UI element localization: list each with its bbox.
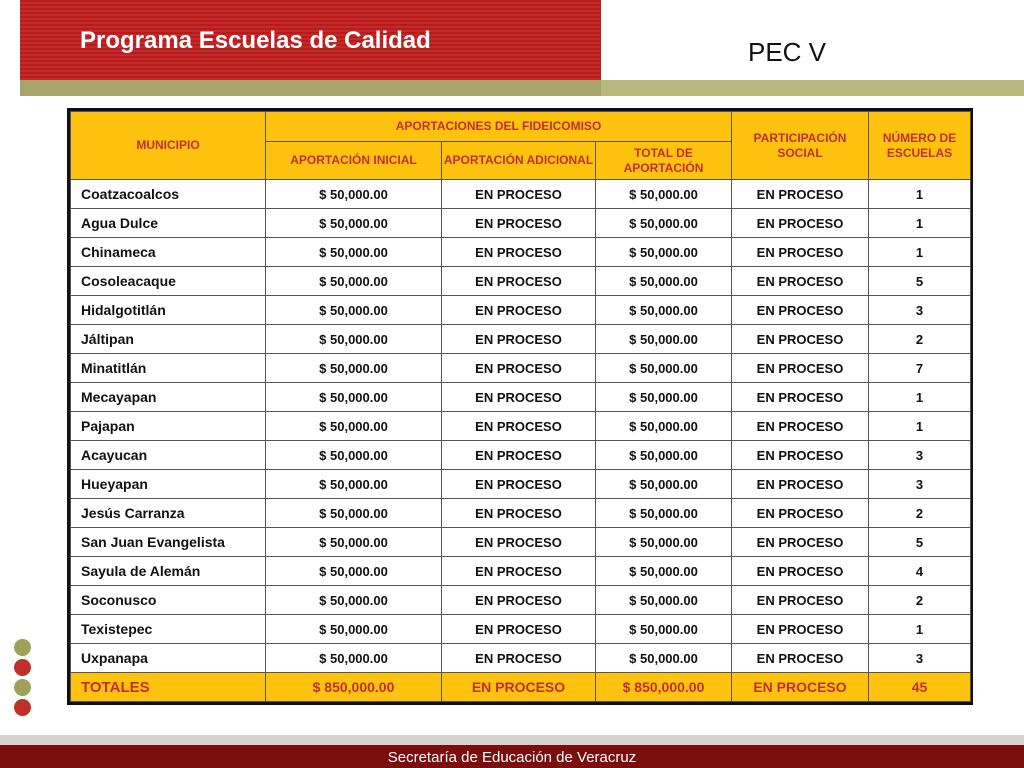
totals-label: TOTALES <box>71 673 266 702</box>
cell-numero-escuelas: 1 <box>869 209 971 238</box>
cell-municipio: Mecayapan <box>71 383 266 412</box>
cell-aportacion-adicional: EN PROCESO <box>442 238 596 267</box>
totals-aportacion-inicial: $ 850,000.00 <box>266 673 442 702</box>
table-row <box>71 644 971 673</box>
cell-municipio: Sayula de Alemán <box>71 557 266 586</box>
cell-aportacion-inicial: $ 50,000.00 <box>266 325 442 354</box>
cell-numero-escuelas: 1 <box>869 412 971 441</box>
cell-municipio: Cosoleacaque <box>71 267 266 296</box>
header-numero-escuelas: NÚMERO DE ESCUELAS <box>869 112 971 180</box>
cell-municipio: Chinameca <box>71 238 266 267</box>
page-title: Programa Escuelas de Calidad <box>80 27 431 54</box>
footer-gray-stripe <box>0 735 1024 745</box>
footer-text: Secretaría de Educación de Veracruz <box>387 749 637 766</box>
cell-participacion-social: EN PROCESO <box>732 209 869 238</box>
cell-municipio: Uxpanapa <box>71 644 266 673</box>
banner-olive-stripe <box>20 80 601 96</box>
cell-total-aportacion: $ 50,000.00 <box>596 441 732 470</box>
cell-municipio: Hidalgotitlán <box>71 296 266 325</box>
cell-aportacion-inicial: $ 50,000.00 <box>266 412 442 441</box>
cell-participacion-social: EN PROCESO <box>732 296 869 325</box>
cell-participacion-social: EN PROCESO <box>732 499 869 528</box>
cell-aportacion-adicional: EN PROCESO <box>442 441 596 470</box>
cell-aportacion-inicial: $ 50,000.00 <box>266 238 442 267</box>
decorative-dot-olive <box>14 679 31 696</box>
table-row <box>71 383 971 412</box>
cell-total-aportacion: $ 50,000.00 <box>596 586 732 615</box>
contributions-table <box>67 108 973 705</box>
cell-total-aportacion: $ 50,000.00 <box>596 499 732 528</box>
cell-municipio: Texistepec <box>71 615 266 644</box>
cell-municipio: San Juan Evangelista <box>71 528 266 557</box>
cell-aportacion-inicial: $ 50,000.00 <box>266 470 442 499</box>
header-total-aportacion: TOTAL DE APORTACIÓN <box>596 142 732 180</box>
cell-aportacion-adicional: EN PROCESO <box>442 325 596 354</box>
cell-numero-escuelas: 1 <box>869 238 971 267</box>
cell-aportacion-inicial: $ 50,000.00 <box>266 615 442 644</box>
cell-participacion-social: EN PROCESO <box>732 354 869 383</box>
cell-aportacion-adicional: EN PROCESO <box>442 267 596 296</box>
cell-total-aportacion: $ 50,000.00 <box>596 557 732 586</box>
table-row <box>71 499 971 528</box>
table-row <box>71 615 971 644</box>
header-aportacion-inicial: APORTACIÓN INICIAL <box>266 142 442 180</box>
cell-numero-escuelas: 1 <box>869 180 971 209</box>
page-subtitle: PEC V <box>748 37 827 67</box>
cell-total-aportacion: $ 50,000.00 <box>596 267 732 296</box>
cell-aportacion-adicional: EN PROCESO <box>442 615 596 644</box>
cell-aportacion-inicial: $ 50,000.00 <box>266 383 442 412</box>
cell-aportacion-adicional: EN PROCESO <box>442 383 596 412</box>
cell-aportacion-inicial: $ 50,000.00 <box>266 209 442 238</box>
cell-participacion-social: EN PROCESO <box>732 615 869 644</box>
cell-numero-escuelas: 3 <box>869 296 971 325</box>
cell-numero-escuelas: 3 <box>869 441 971 470</box>
table-row <box>71 180 971 209</box>
table-row <box>71 441 971 470</box>
totals-aportacion-adicional: EN PROCESO <box>442 673 596 702</box>
cell-total-aportacion: $ 50,000.00 <box>596 470 732 499</box>
cell-participacion-social: EN PROCESO <box>732 586 869 615</box>
cell-municipio: Soconusco <box>71 586 266 615</box>
cell-participacion-social: EN PROCESO <box>732 528 869 557</box>
cell-municipio: Pajapan <box>71 412 266 441</box>
cell-total-aportacion: $ 50,000.00 <box>596 238 732 267</box>
header-olive-stripe <box>601 80 1024 96</box>
table-row <box>71 325 971 354</box>
table-row <box>71 209 971 238</box>
totals-numero-escuelas: 45 <box>869 673 971 702</box>
cell-numero-escuelas: 3 <box>869 470 971 499</box>
cell-numero-escuelas: 3 <box>869 644 971 673</box>
cell-aportacion-adicional: EN PROCESO <box>442 528 596 557</box>
cell-aportacion-adicional: EN PROCESO <box>442 296 596 325</box>
cell-aportacion-adicional: EN PROCESO <box>442 412 596 441</box>
cell-participacion-social: EN PROCESO <box>732 238 869 267</box>
table-row <box>71 586 971 615</box>
cell-aportacion-adicional: EN PROCESO <box>442 557 596 586</box>
cell-total-aportacion: $ 50,000.00 <box>596 412 732 441</box>
header-municipio: MUNICIPIO <box>71 112 266 180</box>
table-row <box>71 238 971 267</box>
decorative-dot-red <box>14 699 31 716</box>
cell-participacion-social: EN PROCESO <box>732 267 869 296</box>
table-row <box>71 354 971 383</box>
cell-participacion-social: EN PROCESO <box>732 470 869 499</box>
header-fideicomiso: APORTACIONES DEL FIDEICOMISO <box>266 112 732 142</box>
cell-total-aportacion: $ 50,000.00 <box>596 615 732 644</box>
cell-participacion-social: EN PROCESO <box>732 383 869 412</box>
cell-aportacion-inicial: $ 50,000.00 <box>266 354 442 383</box>
cell-aportacion-adicional: EN PROCESO <box>442 470 596 499</box>
cell-aportacion-inicial: $ 50,000.00 <box>266 267 442 296</box>
cell-municipio: Acayucan <box>71 441 266 470</box>
cell-numero-escuelas: 2 <box>869 499 971 528</box>
cell-municipio: Coatzacoalcos <box>71 180 266 209</box>
cell-aportacion-inicial: $ 50,000.00 <box>266 499 442 528</box>
cell-numero-escuelas: 5 <box>869 267 971 296</box>
cell-total-aportacion: $ 50,000.00 <box>596 528 732 557</box>
cell-aportacion-adicional: EN PROCESO <box>442 209 596 238</box>
cell-total-aportacion: $ 50,000.00 <box>596 644 732 673</box>
cell-numero-escuelas: 2 <box>869 325 971 354</box>
cell-aportacion-inicial: $ 50,000.00 <box>266 528 442 557</box>
cell-numero-escuelas: 7 <box>869 354 971 383</box>
cell-aportacion-inicial: $ 50,000.00 <box>266 296 442 325</box>
cell-total-aportacion: $ 50,000.00 <box>596 209 732 238</box>
cell-aportacion-adicional: EN PROCESO <box>442 180 596 209</box>
cell-municipio: Hueyapan <box>71 470 266 499</box>
cell-municipio: Jesús Carranza <box>71 499 266 528</box>
cell-numero-escuelas: 1 <box>869 383 971 412</box>
cell-aportacion-adicional: EN PROCESO <box>442 499 596 528</box>
cell-numero-escuelas: 5 <box>869 528 971 557</box>
cell-aportacion-adicional: EN PROCESO <box>442 586 596 615</box>
cell-numero-escuelas: 4 <box>869 557 971 586</box>
cell-aportacion-inicial: $ 50,000.00 <box>266 586 442 615</box>
cell-total-aportacion: $ 50,000.00 <box>596 383 732 412</box>
cell-total-aportacion: $ 50,000.00 <box>596 296 732 325</box>
cell-aportacion-inicial: $ 50,000.00 <box>266 180 442 209</box>
cell-numero-escuelas: 2 <box>869 586 971 615</box>
cell-total-aportacion: $ 50,000.00 <box>596 354 732 383</box>
table-row <box>71 267 971 296</box>
header-participacion-social: PARTICIPACIÓN SOCIAL <box>732 112 869 180</box>
decorative-dot-olive <box>14 639 31 656</box>
cell-municipio: Jáltipan <box>71 325 266 354</box>
table-row <box>71 412 971 441</box>
cell-aportacion-inicial: $ 50,000.00 <box>266 644 442 673</box>
cell-participacion-social: EN PROCESO <box>732 412 869 441</box>
cell-participacion-social: EN PROCESO <box>732 180 869 209</box>
totals-total-aportacion: $ 850,000.00 <box>596 673 732 702</box>
cell-aportacion-inicial: $ 50,000.00 <box>266 441 442 470</box>
table-row <box>71 557 971 586</box>
cell-aportacion-inicial: $ 50,000.00 <box>266 557 442 586</box>
cell-aportacion-adicional: EN PROCESO <box>442 354 596 383</box>
totals-row <box>71 673 971 702</box>
cell-total-aportacion: $ 50,000.00 <box>596 180 732 209</box>
totals-participacion-social: EN PROCESO <box>732 673 869 702</box>
cell-participacion-social: EN PROCESO <box>732 644 869 673</box>
decorative-dot-red <box>14 659 31 676</box>
table-header-row <box>71 112 971 142</box>
cell-municipio: Minatitlán <box>71 354 266 383</box>
cell-municipio: Agua Dulce <box>71 209 266 238</box>
table-row <box>71 296 971 325</box>
table-row <box>71 470 971 499</box>
header-aportacion-adicional: APORTACIÓN ADICIONAL <box>442 142 596 180</box>
cell-numero-escuelas: 1 <box>869 615 971 644</box>
cell-participacion-social: EN PROCESO <box>732 325 869 354</box>
cell-aportacion-adicional: EN PROCESO <box>442 644 596 673</box>
cell-participacion-social: EN PROCESO <box>732 557 869 586</box>
table-row <box>71 528 971 557</box>
cell-participacion-social: EN PROCESO <box>732 441 869 470</box>
cell-total-aportacion: $ 50,000.00 <box>596 325 732 354</box>
